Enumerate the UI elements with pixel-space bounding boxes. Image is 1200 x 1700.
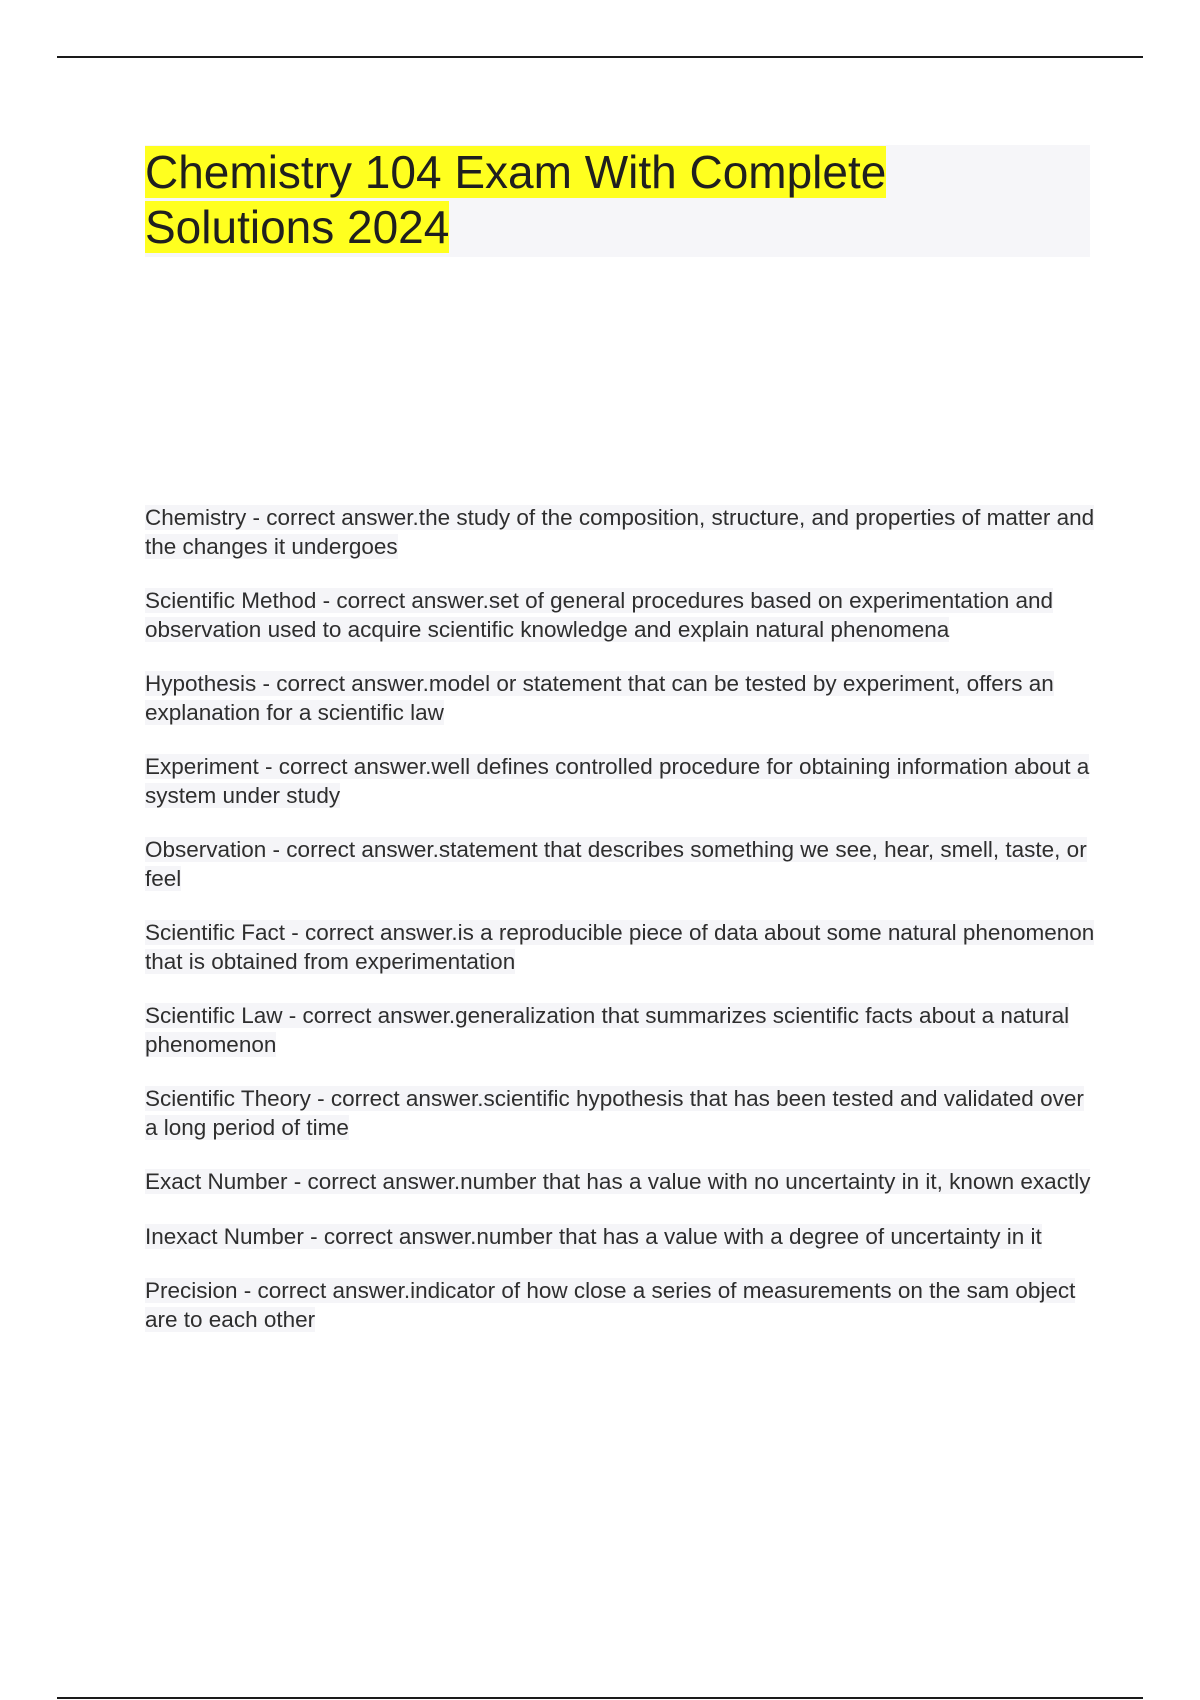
list-item (145, 836, 1095, 893)
list-item (145, 1168, 1095, 1197)
title-line-2: Solutions 2024 (145, 201, 450, 253)
list-item (145, 753, 1095, 810)
qa-list (145, 504, 1095, 1360)
qa-text: Scientific Fact - correct answer.is a reproducible piece of data about some natural phenomenon that is obtained from experimentation (145, 920, 1095, 974)
list-item (145, 1277, 1095, 1334)
top-rule (57, 56, 1143, 58)
title-highlight (145, 146, 886, 253)
list-item (145, 1002, 1095, 1059)
qa-text: Scientific Theory - correct answer.scientific hypothesis that has been tested and validated over a long period of time (145, 1086, 1084, 1140)
list-item (145, 587, 1095, 644)
list-item (145, 919, 1095, 976)
page-title (145, 145, 995, 255)
qa-text: Observation - correct answer.statement that describes something we see, hear, smell, taste, or feel (145, 837, 1087, 891)
qa-text: Experiment - correct answer.well defines controlled procedure for obtaining information about a system under study (145, 754, 1090, 808)
qa-text: Hypothesis - correct answer.model or statement that can be tested by experiment, offers an explanation for a scientific law (145, 671, 1054, 725)
qa-text: Inexact Number - correct answer.number that has a value with a degree of uncertainty in it (145, 1223, 1042, 1249)
qa-text: Scientific Method - correct answer.set of general procedures based on experimentation and observation used to acquire scientific knowledge and explain natural phenomena (145, 588, 1054, 642)
list-item (145, 504, 1095, 561)
bottom-rule (57, 1697, 1143, 1699)
list-item (145, 670, 1095, 727)
qa-text: Precision - correct answer.indicator of how close a series of measurements on the sam object are to each other (145, 1278, 1076, 1332)
title-line-1: Chemistry 104 Exam With Complete (145, 146, 887, 198)
list-item (145, 1085, 1095, 1142)
list-item (145, 1223, 1095, 1252)
qa-text: Chemistry - correct answer.the study of the composition, structure, and properties of matter and the changes it undergoes (145, 505, 1095, 559)
qa-text: Scientific Law - correct answer.generalization that summarizes scientific facts about a natural phenomenon (145, 1003, 1070, 1057)
qa-text: Exact Number - correct answer.number that has a value with no uncertainty in it, known exactly (145, 1169, 1091, 1194)
